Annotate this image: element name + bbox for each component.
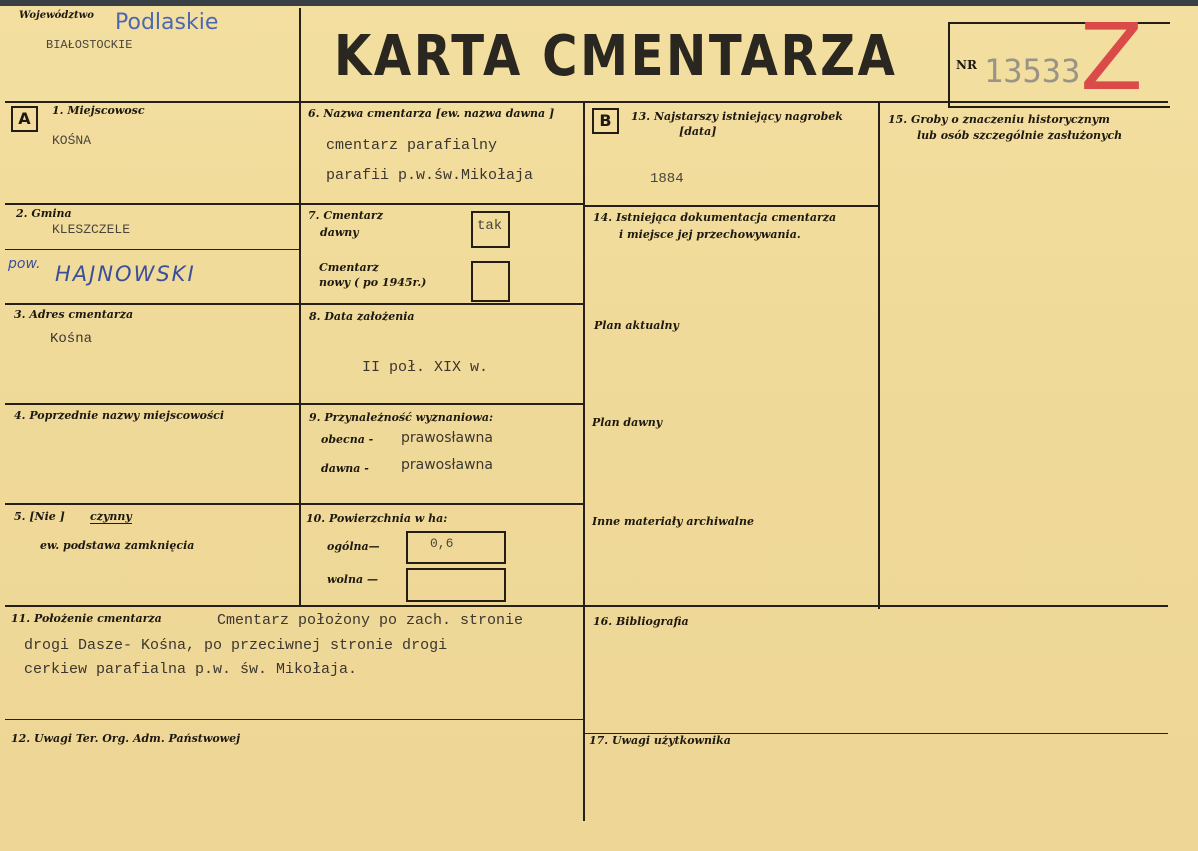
f9-dawna-label: dawna - bbox=[321, 462, 369, 475]
card-title: KARTA CMENTARZA bbox=[334, 24, 898, 89]
f15-label-2: lub osób szczególnie zasłużonych bbox=[917, 129, 1123, 142]
f10-wolna-box bbox=[406, 568, 506, 602]
f7-new-label-2: nowy ( po 1945r.) bbox=[319, 276, 427, 289]
wojewodztwo-label: Województwo bbox=[19, 10, 94, 21]
rule-row6-bottom bbox=[5, 719, 583, 720]
f1-value: KOŚNA bbox=[52, 133, 92, 148]
pow-value: HAJNOWSKI bbox=[55, 262, 196, 286]
f7-label-2: dawny bbox=[320, 226, 359, 239]
f9-obecna-value: prawosławna bbox=[401, 430, 493, 446]
f9-label: 9. Przynależność wyznaniowa: bbox=[309, 411, 494, 424]
pow-prefix: pow. bbox=[8, 256, 41, 272]
f10-label: 10. Powierzchnia w ha: bbox=[306, 512, 448, 525]
f6-label: 6. Nazwa cmentarza [ew. nazwa dawna ] bbox=[308, 107, 555, 120]
f6-value-2: parafii p.w.św.Mikołaja bbox=[326, 167, 534, 184]
f11-label: 11. Położenie cmentarza bbox=[11, 612, 162, 625]
f11-line-3: cerkiew parafialna p.w. św. Mikołaja. bbox=[24, 661, 358, 678]
f10-ogolna-box bbox=[406, 531, 506, 564]
f14-label-2: i miejsce jej przechowywania. bbox=[619, 228, 801, 241]
nr-value: 13533 bbox=[984, 52, 1081, 90]
f7-value: tak bbox=[477, 218, 503, 234]
red-z-mark: Z bbox=[1080, 4, 1144, 111]
f9-dawna-value: prawosławna bbox=[401, 457, 493, 473]
nr-label: NR bbox=[956, 58, 977, 72]
f10-wolna-label: wolna — bbox=[327, 573, 378, 586]
f11-line-2: drogi Dasze- Kośna, po przeciwnej stronie drogi bbox=[24, 637, 448, 654]
f8-value: II poł. XIX w. bbox=[362, 359, 489, 376]
rule-row4-bottom bbox=[5, 503, 585, 505]
f10-ogolna-label: ogólna— bbox=[327, 540, 380, 553]
f13-value: 1884 bbox=[650, 171, 684, 187]
f5-label-nie: 5. [Nie ] bbox=[14, 510, 65, 523]
f12-label: 12. Uwagi Ter. Org. Adm. Państwowej bbox=[11, 732, 241, 745]
f7-new-label-1: Cmentarz bbox=[319, 261, 379, 274]
section-a-box: A bbox=[11, 106, 38, 132]
rule-col1-right bbox=[299, 8, 301, 606]
rule-col2-right bbox=[583, 103, 585, 821]
f2-value: KLESZCZELE bbox=[52, 222, 131, 237]
inne-materialy-label: Inne materiały archiwalne bbox=[592, 515, 754, 528]
rule-row5-bottom bbox=[5, 605, 1168, 607]
f10-ogolna-value: 0,6 bbox=[430, 536, 454, 551]
rule-row1b-bottom bbox=[300, 203, 585, 205]
rule-col3-sep1 bbox=[585, 205, 879, 207]
f5-label-czynny: czynny bbox=[90, 510, 132, 523]
f6-value-1: cmentarz parafialny bbox=[326, 137, 498, 154]
section-b-box: B bbox=[592, 108, 619, 134]
rule-gmina-pow bbox=[5, 249, 300, 250]
f7-label-1: 7. Cmentarz bbox=[308, 209, 383, 222]
f9-obecna-label: obecna - bbox=[321, 433, 374, 446]
wojewodztwo-stamp: Podlaskie bbox=[115, 10, 219, 35]
plan-dawny-label: Plan dawny bbox=[592, 416, 663, 429]
f1-label: 1. Miejscowosc bbox=[52, 104, 145, 117]
f8-label: 8. Data założenia bbox=[309, 310, 415, 323]
f16-label: 16. Bibliografia bbox=[593, 615, 689, 628]
rule-row3-bottom bbox=[5, 403, 585, 405]
wojewodztwo-old: BIAŁOSTOCKIE bbox=[46, 38, 133, 52]
rule-row1-bottom bbox=[5, 203, 300, 205]
rule-row2-bottom bbox=[5, 303, 585, 305]
f15-label-1: 15. Groby o znaczeniu historycznym bbox=[888, 113, 1110, 126]
rule-col3-right bbox=[878, 103, 880, 609]
scan-top-edge bbox=[0, 0, 1198, 6]
f13-label-1: 13. Najstarszy istniejący nagrobek bbox=[631, 110, 843, 123]
f11-line-1: Cmentarz położony po zach. stronie bbox=[217, 612, 524, 629]
f3-value: Kośna bbox=[50, 331, 93, 347]
f13-label-2: [data] bbox=[679, 125, 717, 138]
f4-label: 4. Poprzednie nazwy miejscowości bbox=[14, 409, 225, 422]
f14-label-1: 14. Istniejąca dokumentacja cmentarza bbox=[593, 211, 837, 224]
f5-sub: ew. podstawa zamknięcia bbox=[40, 539, 195, 552]
f17-label: 17. Uwagi użytkownika bbox=[589, 734, 731, 747]
f3-label: 3. Adres cmentarza bbox=[14, 308, 134, 321]
f2-label: 2. Gmina bbox=[16, 207, 72, 220]
f7-nowy-box bbox=[471, 261, 510, 302]
plan-aktualny-label: Plan aktualny bbox=[594, 319, 679, 332]
